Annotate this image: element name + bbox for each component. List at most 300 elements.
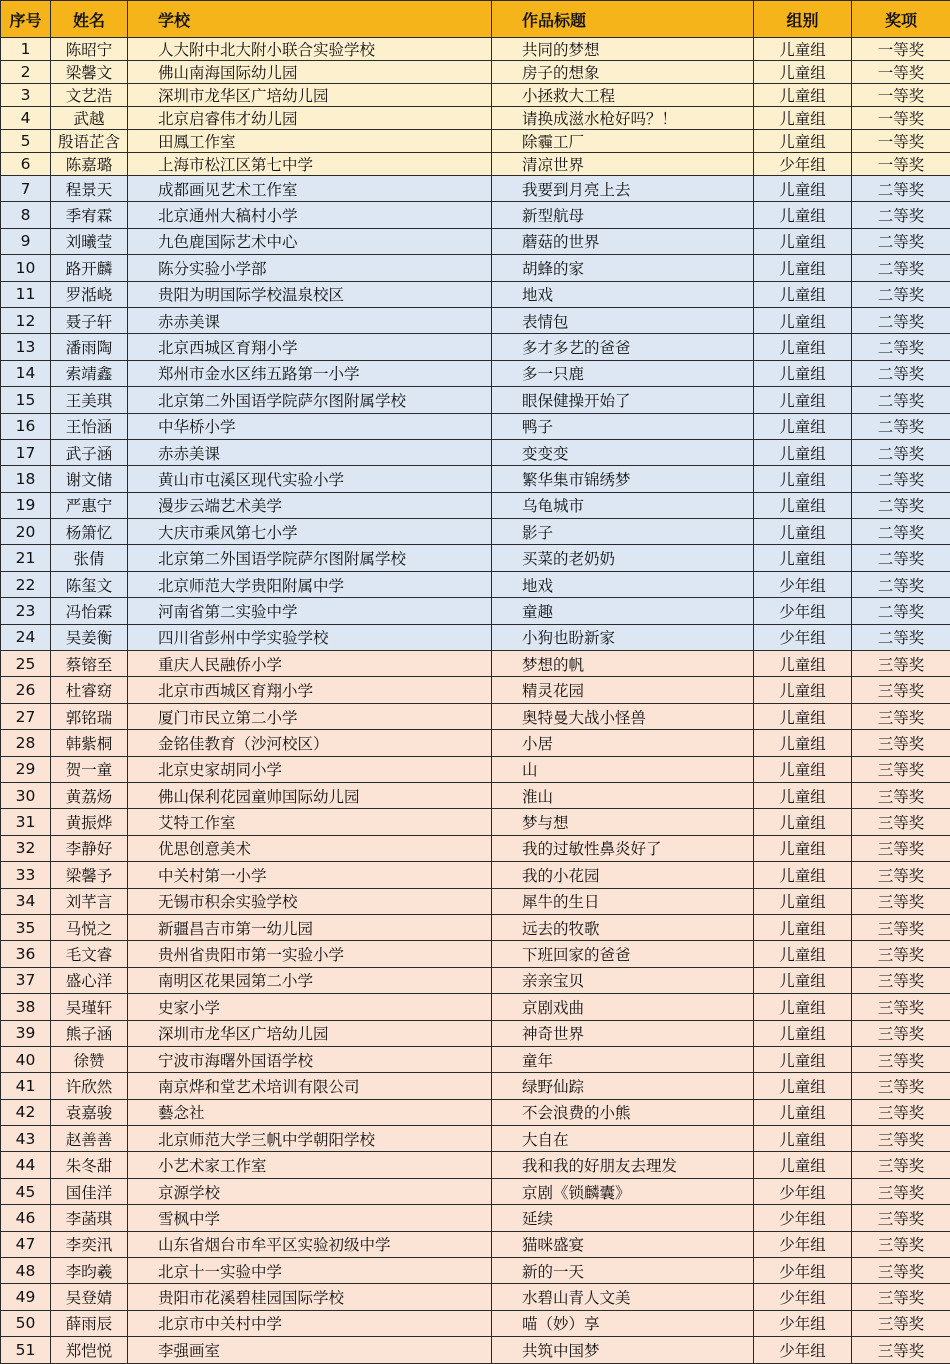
cell-index: 30 — [1, 782, 51, 808]
cell-group: 儿童组 — [754, 1020, 852, 1046]
cell-school: 贵阳市花溪碧桂园国际学校 — [128, 1284, 492, 1310]
cell-school: 李强画室 — [128, 1337, 492, 1363]
cell-index: 39 — [1, 1020, 51, 1046]
cell-name: 黄振烨 — [51, 809, 128, 835]
cell-group: 儿童组 — [754, 1073, 852, 1099]
cell-school: 赤赤美课 — [128, 439, 492, 465]
cell-index: 38 — [1, 994, 51, 1020]
cell-school: 佛山保利花园童帅国际幼儿园 — [128, 782, 492, 808]
cell-name: 陈昭宁 — [51, 38, 128, 61]
cell-group: 儿童组 — [754, 1099, 852, 1125]
cell-index: 17 — [1, 439, 51, 465]
cell-index: 49 — [1, 1284, 51, 1310]
cell-name: 杜睿窈 — [51, 677, 128, 703]
cell-name: 盛心洋 — [51, 967, 128, 993]
cell-name: 王怡涵 — [51, 413, 128, 439]
cell-award: 三等奖 — [852, 756, 950, 782]
table-row — [1, 466, 950, 492]
header-group: 组别 — [754, 1, 852, 38]
table-row — [1, 941, 950, 967]
cell-index: 46 — [1, 1205, 51, 1231]
cell-title: 延续 — [492, 1205, 754, 1231]
cell-group: 儿童组 — [754, 994, 852, 1020]
cell-title: 我要到月亮上去 — [492, 176, 754, 202]
cell-award: 二等奖 — [852, 466, 950, 492]
cell-award: 三等奖 — [852, 1231, 950, 1257]
cell-school: 深圳市龙华区广培幼儿园 — [128, 1020, 492, 1046]
cell-index: 21 — [1, 545, 51, 571]
cell-group: 儿童组 — [754, 228, 852, 254]
cell-name: 聂子轩 — [51, 307, 128, 333]
cell-index: 32 — [1, 835, 51, 861]
cell-title: 新型航母 — [492, 202, 754, 228]
cell-group: 儿童组 — [754, 545, 852, 571]
cell-index: 33 — [1, 862, 51, 888]
cell-award: 三等奖 — [852, 1310, 950, 1336]
cell-title: 除霾工厂 — [492, 130, 754, 153]
cell-title: 梦与想 — [492, 809, 754, 835]
header-title: 作品标题 — [492, 1, 754, 38]
table-row — [1, 1310, 950, 1336]
table-row — [1, 571, 950, 597]
cell-name: 吴登婧 — [51, 1284, 128, 1310]
cell-title: 我的过敏性鼻炎好了 — [492, 835, 754, 861]
table-row — [1, 176, 950, 202]
table-row — [1, 413, 950, 439]
table-row — [1, 202, 950, 228]
cell-name: 薛雨辰 — [51, 1310, 128, 1336]
cell-award: 三等奖 — [852, 1020, 950, 1046]
cell-award: 一等奖 — [852, 84, 950, 107]
header-award: 奖项 — [852, 1, 950, 38]
cell-group: 少年组 — [754, 598, 852, 624]
cell-title: 奥特曼大战小怪兽 — [492, 703, 754, 729]
table-row — [1, 994, 950, 1020]
cell-award: 三等奖 — [852, 1178, 950, 1204]
cell-group: 儿童组 — [754, 862, 852, 888]
cell-school: 北京师范大学贵阳附属中学 — [128, 571, 492, 597]
cell-school: 藝念社 — [128, 1099, 492, 1125]
cell-title: 精灵花园 — [492, 677, 754, 703]
cell-school: 成都画见艺术工作室 — [128, 176, 492, 202]
cell-name: 路开麟 — [51, 255, 128, 281]
cell-name: 郑恺悦 — [51, 1337, 128, 1363]
cell-group: 儿童组 — [754, 413, 852, 439]
cell-award: 一等奖 — [852, 130, 950, 153]
cell-name: 贺一童 — [51, 756, 128, 782]
cell-award: 三等奖 — [852, 651, 950, 677]
cell-title: 繁华集市锦绣梦 — [492, 466, 754, 492]
cell-award: 二等奖 — [852, 387, 950, 413]
cell-school: 南京烨和堂艺术培训有限公司 — [128, 1073, 492, 1099]
table-row — [1, 598, 950, 624]
cell-title: 小拯救大工程 — [492, 84, 754, 107]
cell-index: 16 — [1, 413, 51, 439]
cell-award: 三等奖 — [852, 1152, 950, 1178]
cell-group: 儿童组 — [754, 202, 852, 228]
cell-name: 袁嘉骏 — [51, 1099, 128, 1125]
table-row — [1, 888, 950, 914]
cell-name: 潘雨陶 — [51, 334, 128, 360]
cell-group: 儿童组 — [754, 835, 852, 861]
cell-title: 梦想的帆 — [492, 651, 754, 677]
cell-award: 三等奖 — [852, 914, 950, 940]
cell-group: 儿童组 — [754, 782, 852, 808]
cell-name: 王美琪 — [51, 387, 128, 413]
cell-index: 43 — [1, 1126, 51, 1152]
cell-index: 6 — [1, 153, 51, 176]
cell-award: 三等奖 — [852, 1046, 950, 1072]
cell-name: 毛文睿 — [51, 941, 128, 967]
cell-award: 一等奖 — [852, 153, 950, 176]
cell-name: 武越 — [51, 107, 128, 130]
cell-school: 陈分实验小学部 — [128, 255, 492, 281]
cell-name: 郭铭瑞 — [51, 703, 128, 729]
cell-name: 谢文储 — [51, 466, 128, 492]
cell-school: 山东省烟台市牟平区实验初级中学 — [128, 1231, 492, 1257]
cell-name: 国佳洋 — [51, 1178, 128, 1204]
cell-title: 新的一天 — [492, 1258, 754, 1284]
cell-index: 29 — [1, 756, 51, 782]
cell-school: 四川省彭州中学实验学校 — [128, 624, 492, 650]
cell-name: 李昀羲 — [51, 1258, 128, 1284]
cell-school: 河南省第二实验中学 — [128, 598, 492, 624]
cell-title: 京剧《锁麟囊》 — [492, 1178, 754, 1204]
cell-award: 二等奖 — [852, 307, 950, 333]
table-row — [1, 1126, 950, 1152]
cell-name: 韩紫桐 — [51, 730, 128, 756]
cell-group: 儿童组 — [754, 466, 852, 492]
cell-name: 杨箫忆 — [51, 519, 128, 545]
cell-school: 北京十一实验中学 — [128, 1258, 492, 1284]
cell-index: 9 — [1, 228, 51, 254]
cell-award: 三等奖 — [852, 703, 950, 729]
cell-title: 猫咪盛宴 — [492, 1231, 754, 1257]
cell-group: 少年组 — [754, 1310, 852, 1336]
cell-school: 北京启睿伟才幼儿园 — [128, 107, 492, 130]
cell-school: 北京师范大学三帆中学朝阳学校 — [128, 1126, 492, 1152]
cell-index: 4 — [1, 107, 51, 130]
cell-name: 吴姜衡 — [51, 624, 128, 650]
cell-award: 三等奖 — [852, 730, 950, 756]
cell-index: 34 — [1, 888, 51, 914]
cell-award: 二等奖 — [852, 360, 950, 386]
cell-name: 严惠宁 — [51, 492, 128, 518]
cell-award: 二等奖 — [852, 624, 950, 650]
cell-school: 北京通州大稿村小学 — [128, 202, 492, 228]
table-row — [1, 360, 950, 386]
cell-name: 赵善善 — [51, 1126, 128, 1152]
cell-title: 买菜的老奶奶 — [492, 545, 754, 571]
cell-index: 1 — [1, 38, 51, 61]
cell-award: 二等奖 — [852, 519, 950, 545]
cell-award: 三等奖 — [852, 941, 950, 967]
cell-school: 史家小学 — [128, 994, 492, 1020]
cell-index: 26 — [1, 677, 51, 703]
cell-name: 张倩 — [51, 545, 128, 571]
cell-school: 京源学校 — [128, 1178, 492, 1204]
table-row — [1, 153, 950, 176]
cell-index: 44 — [1, 1152, 51, 1178]
table-body — [1, 38, 950, 1364]
cell-group: 儿童组 — [754, 756, 852, 782]
cell-title: 远去的牧歌 — [492, 914, 754, 940]
cell-school: 贵州省贵阳市第一实验小学 — [128, 941, 492, 967]
cell-title: 不会浪费的小熊 — [492, 1099, 754, 1125]
cell-index: 37 — [1, 967, 51, 993]
cell-title: 影子 — [492, 519, 754, 545]
cell-name: 蔡镕至 — [51, 651, 128, 677]
cell-name: 文艺浩 — [51, 84, 128, 107]
cell-school: 中华桥小学 — [128, 413, 492, 439]
cell-school: 无锡市积余实验学校 — [128, 888, 492, 914]
cell-award: 三等奖 — [852, 1284, 950, 1310]
table-row — [1, 651, 950, 677]
cell-award: 二等奖 — [852, 439, 950, 465]
cell-school: 郑州市金水区纬五路第一小学 — [128, 360, 492, 386]
cell-name: 冯怡霖 — [51, 598, 128, 624]
cell-group: 儿童组 — [754, 914, 852, 940]
cell-index: 22 — [1, 571, 51, 597]
cell-group: 儿童组 — [754, 492, 852, 518]
cell-school: 北京第二外国语学院萨尔图附属学校 — [128, 387, 492, 413]
cell-name: 刘芊言 — [51, 888, 128, 914]
cell-award: 三等奖 — [852, 888, 950, 914]
cell-name: 梁馨文 — [51, 61, 128, 84]
cell-name: 程景天 — [51, 176, 128, 202]
cell-school: 赤赤美课 — [128, 307, 492, 333]
table-row — [1, 1231, 950, 1257]
cell-index: 15 — [1, 387, 51, 413]
table-row — [1, 545, 950, 571]
table-row — [1, 1099, 950, 1125]
cell-school: 优思创意美术 — [128, 835, 492, 861]
cell-school: 北京市中关村中学 — [128, 1310, 492, 1336]
cell-title: 共同的梦想 — [492, 38, 754, 61]
table-row — [1, 228, 950, 254]
cell-school: 北京市西城区育翔小学 — [128, 677, 492, 703]
cell-index: 10 — [1, 255, 51, 281]
table-row — [1, 730, 950, 756]
table-row — [1, 1073, 950, 1099]
cell-name: 许欣然 — [51, 1073, 128, 1099]
cell-index: 50 — [1, 1310, 51, 1336]
cell-title: 亲亲宝贝 — [492, 967, 754, 993]
cell-school: 厦门市民立第二小学 — [128, 703, 492, 729]
cell-school: 金铭佳教育（沙河校区） — [128, 730, 492, 756]
cell-index: 25 — [1, 651, 51, 677]
table-row — [1, 1046, 950, 1072]
table-row — [1, 967, 950, 993]
cell-school: 田鳳工作室 — [128, 130, 492, 153]
cell-group: 儿童组 — [754, 703, 852, 729]
cell-index: 3 — [1, 84, 51, 107]
cell-award: 三等奖 — [852, 1258, 950, 1284]
cell-index: 27 — [1, 703, 51, 729]
table-row — [1, 677, 950, 703]
table-row — [1, 519, 950, 545]
cell-index: 20 — [1, 519, 51, 545]
cell-award: 二等奖 — [852, 571, 950, 597]
cell-title: 清凉世界 — [492, 153, 754, 176]
cell-award: 三等奖 — [852, 1205, 950, 1231]
cell-group: 儿童组 — [754, 941, 852, 967]
cell-name: 黄荔炀 — [51, 782, 128, 808]
cell-index: 51 — [1, 1337, 51, 1363]
cell-title: 变变变 — [492, 439, 754, 465]
cell-award: 二等奖 — [852, 413, 950, 439]
table-row — [1, 703, 950, 729]
cell-index: 8 — [1, 202, 51, 228]
cell-title: 房子的想象 — [492, 61, 754, 84]
cell-name: 季宥霖 — [51, 202, 128, 228]
cell-school: 北京史家胡同小学 — [128, 756, 492, 782]
cell-group: 少年组 — [754, 1231, 852, 1257]
cell-title: 胡蜂的家 — [492, 255, 754, 281]
cell-group: 儿童组 — [754, 84, 852, 107]
cell-index: 42 — [1, 1099, 51, 1125]
cell-index: 18 — [1, 466, 51, 492]
cell-group: 少年组 — [754, 624, 852, 650]
table-row — [1, 334, 950, 360]
cell-school: 雪枫中学 — [128, 1205, 492, 1231]
cell-group: 少年组 — [754, 1284, 852, 1310]
cell-group: 儿童组 — [754, 1152, 852, 1178]
cell-group: 儿童组 — [754, 281, 852, 307]
table-row — [1, 862, 950, 888]
cell-school: 漫步云端艺术美学 — [128, 492, 492, 518]
cell-index: 40 — [1, 1046, 51, 1072]
cell-title: 鸭子 — [492, 413, 754, 439]
cell-award: 三等奖 — [852, 1126, 950, 1152]
header-index: 序号 — [1, 1, 51, 38]
cell-award: 二等奖 — [852, 492, 950, 518]
header-name: 姓名 — [51, 1, 128, 38]
cell-group: 儿童组 — [754, 255, 852, 281]
cell-award: 三等奖 — [852, 809, 950, 835]
cell-index: 48 — [1, 1258, 51, 1284]
cell-school: 黄山市屯溪区现代实验小学 — [128, 466, 492, 492]
cell-name: 李奕汛 — [51, 1231, 128, 1257]
cell-award: 二等奖 — [852, 202, 950, 228]
cell-name: 索靖鑫 — [51, 360, 128, 386]
table-row — [1, 782, 950, 808]
cell-index: 14 — [1, 360, 51, 386]
cell-award: 一等奖 — [852, 107, 950, 130]
cell-name: 李菡琪 — [51, 1205, 128, 1231]
cell-group: 儿童组 — [754, 61, 852, 84]
cell-group: 少年组 — [754, 571, 852, 597]
table-row — [1, 130, 950, 153]
cell-title: 淮山 — [492, 782, 754, 808]
cell-school: 九色鹿国际艺术中心 — [128, 228, 492, 254]
cell-group: 儿童组 — [754, 967, 852, 993]
cell-group: 少年组 — [754, 1205, 852, 1231]
cell-title: 下班回家的爸爸 — [492, 941, 754, 967]
cell-award: 三等奖 — [852, 1099, 950, 1125]
cell-group: 儿童组 — [754, 888, 852, 914]
cell-group: 儿童组 — [754, 439, 852, 465]
table-row — [1, 281, 950, 307]
cell-school: 贵阳为明国际学校温泉校区 — [128, 281, 492, 307]
cell-name: 梁馨予 — [51, 862, 128, 888]
cell-award: 三等奖 — [852, 1337, 950, 1363]
cell-award: 二等奖 — [852, 545, 950, 571]
cell-name: 吴瑾轩 — [51, 994, 128, 1020]
table-row — [1, 835, 950, 861]
cell-index: 12 — [1, 307, 51, 333]
cell-title: 喵（妙）享 — [492, 1310, 754, 1336]
cell-group: 儿童组 — [754, 651, 852, 677]
cell-school: 艾特工作室 — [128, 809, 492, 835]
table-row — [1, 1152, 950, 1178]
cell-name: 殷语芷含 — [51, 130, 128, 153]
cell-title: 大自在 — [492, 1126, 754, 1152]
cell-group: 儿童组 — [754, 307, 852, 333]
cell-title: 多一只鹿 — [492, 360, 754, 386]
cell-group: 儿童组 — [754, 387, 852, 413]
cell-title: 我和我的好朋友去理发 — [492, 1152, 754, 1178]
table-row — [1, 38, 950, 61]
cell-title: 蘑菇的世界 — [492, 228, 754, 254]
cell-award: 一等奖 — [852, 61, 950, 84]
cell-school: 佛山南海国际幼儿园 — [128, 61, 492, 84]
cell-group: 儿童组 — [754, 130, 852, 153]
cell-group: 儿童组 — [754, 677, 852, 703]
cell-award: 三等奖 — [852, 782, 950, 808]
cell-index: 7 — [1, 176, 51, 202]
table-row — [1, 1284, 950, 1310]
cell-school: 中关村第一小学 — [128, 862, 492, 888]
cell-name: 刘曦莹 — [51, 228, 128, 254]
cell-index: 5 — [1, 130, 51, 153]
cell-index: 11 — [1, 281, 51, 307]
table-row — [1, 439, 950, 465]
table-row — [1, 1020, 950, 1046]
cell-award: 二等奖 — [852, 176, 950, 202]
cell-title: 我的小花园 — [492, 862, 754, 888]
cell-award: 三等奖 — [852, 994, 950, 1020]
cell-award: 一等奖 — [852, 38, 950, 61]
table-row — [1, 387, 950, 413]
cell-name: 罗湉峣 — [51, 281, 128, 307]
cell-title: 共筑中国梦 — [492, 1337, 754, 1363]
cell-title: 地戏 — [492, 571, 754, 597]
cell-award: 三等奖 — [852, 862, 950, 888]
cell-title: 山 — [492, 756, 754, 782]
cell-title: 神奇世界 — [492, 1020, 754, 1046]
cell-group: 儿童组 — [754, 1126, 852, 1152]
cell-title: 小狗也盼新家 — [492, 624, 754, 650]
cell-name: 陈嘉璐 — [51, 153, 128, 176]
cell-name: 朱冬甜 — [51, 1152, 128, 1178]
cell-index: 19 — [1, 492, 51, 518]
cell-name: 徐赞 — [51, 1046, 128, 1072]
cell-name: 李静好 — [51, 835, 128, 861]
cell-group: 儿童组 — [754, 809, 852, 835]
table-row — [1, 756, 950, 782]
table-row — [1, 809, 950, 835]
table-row — [1, 1337, 950, 1363]
cell-school: 深圳市龙华区广培幼儿园 — [128, 84, 492, 107]
cell-index: 2 — [1, 61, 51, 84]
cell-school: 上海市松江区第七中学 — [128, 153, 492, 176]
cell-title: 请换成滋水枪好吗？！ — [492, 107, 754, 130]
cell-index: 24 — [1, 624, 51, 650]
table-row — [1, 1205, 950, 1231]
cell-award: 三等奖 — [852, 967, 950, 993]
cell-title: 多才多艺的爸爸 — [492, 334, 754, 360]
